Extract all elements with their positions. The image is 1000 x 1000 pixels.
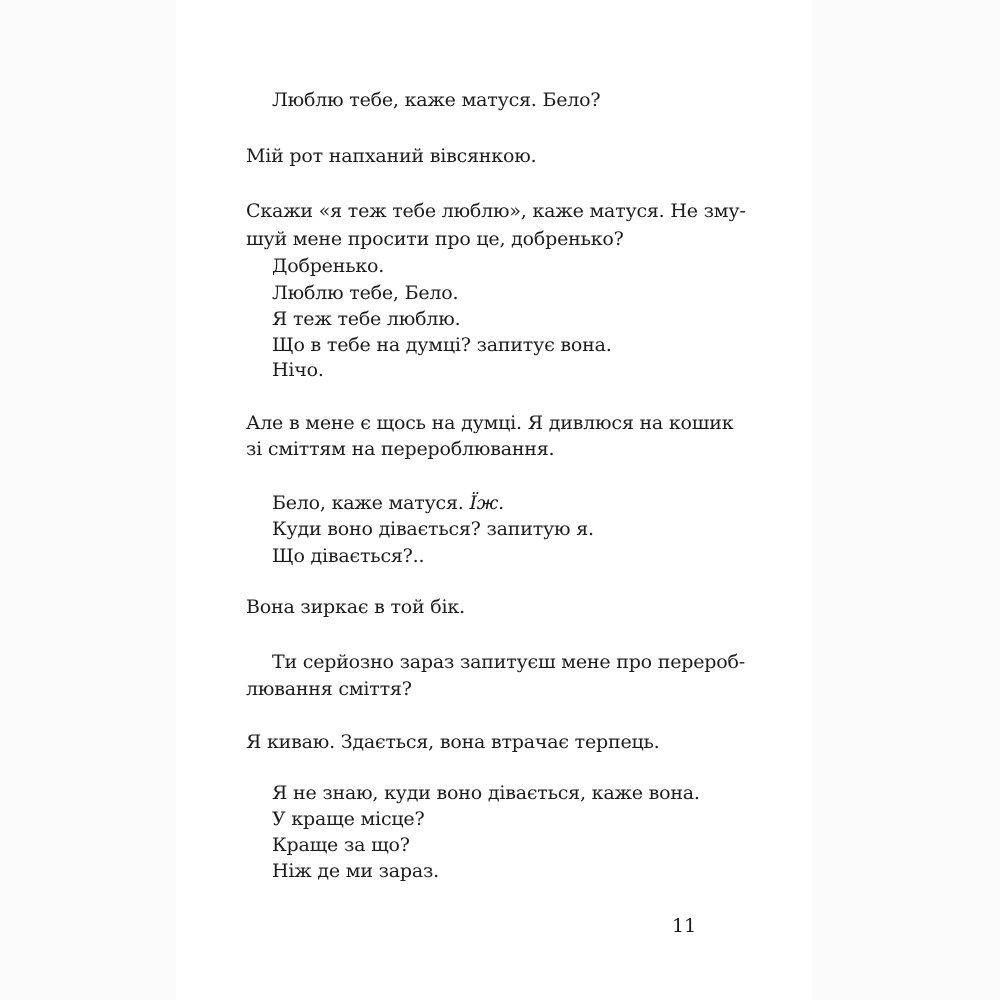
text-line: шуй мене просити про це, добренько? <box>246 228 624 250</box>
italic-word: Їж. <box>469 492 505 514</box>
text-line: Але в мене є щось на думці. Я дивлюся на кошик <box>246 412 734 434</box>
text-line: Що в тебе на думці? запитує вона. <box>272 334 612 356</box>
text-line: Я теж тебе люблю. <box>272 308 461 330</box>
text-line: Люблю тебе, каже матуся. Бело? <box>272 89 601 111</box>
text-line: зі сміттям на перероблювання. <box>246 438 555 460</box>
text-line: лювання сміття? <box>246 678 412 700</box>
text-line: Я киваю. Здається, вона втрачає терпець. <box>246 731 660 753</box>
page-number: 11 <box>672 915 697 937</box>
text-line: Скажи «я теж тебе люблю», каже матуся. Не зму- <box>246 200 746 222</box>
text-line: Ніж де ми зараз. <box>272 860 440 882</box>
text-line <box>272 489 504 517</box>
text-line: Краще за що? <box>272 834 410 856</box>
text-line: Ти серйозно зараз запитуєш мене про перероб- <box>272 651 745 673</box>
text-line: У краще місце? <box>272 808 425 830</box>
text-line: Вона зиркає в той бік. <box>246 596 465 618</box>
text-line: Куди воно дівається? запитую я. <box>272 518 594 540</box>
text-line: Що дівається?.. <box>272 545 425 567</box>
text-segment: Бело, каже матуся. <box>272 492 470 514</box>
text-line: Мій рот напханий вівсянкою. <box>246 145 537 167</box>
text-line: Люблю тебе, Бело. <box>272 282 459 304</box>
text-line: Нічо. <box>272 359 324 381</box>
text-line: Я не знаю, куди воно дівається, каже вона. <box>272 782 700 804</box>
text-line: Добренько. <box>272 255 385 277</box>
